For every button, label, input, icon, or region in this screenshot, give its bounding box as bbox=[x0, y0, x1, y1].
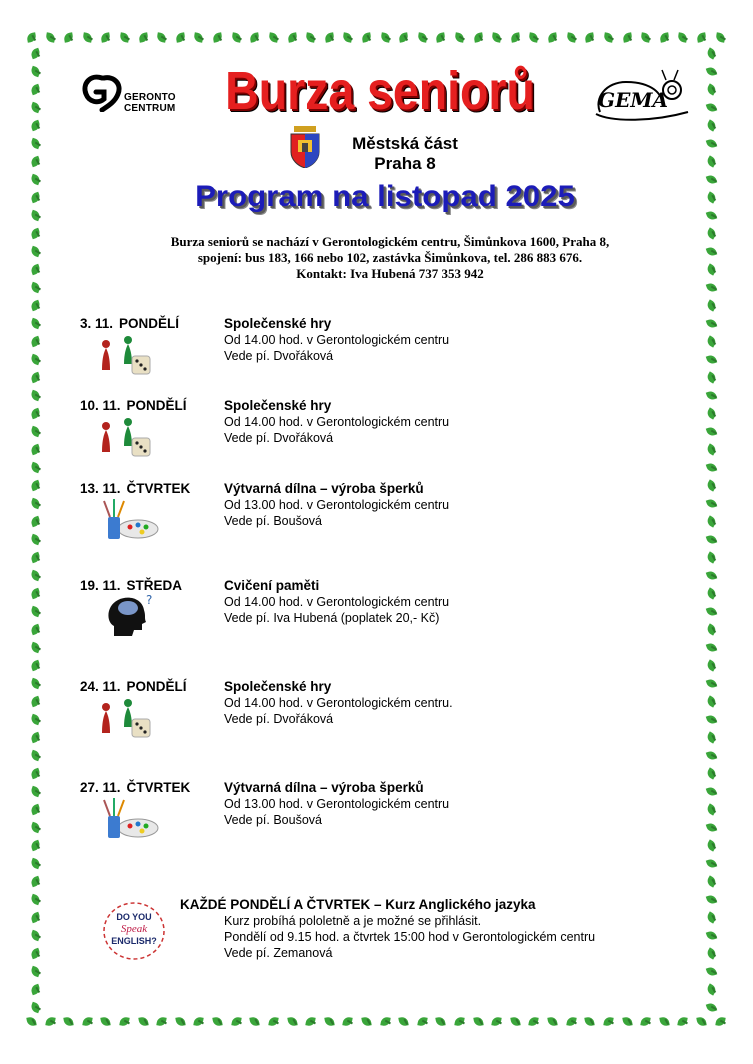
leaf-icon bbox=[706, 768, 718, 780]
event-leader: Vede pí. Boušová bbox=[224, 813, 322, 827]
intro-line-1: Burza seniorů se nachází v Gerontologickém centru, Šimůnkova 1600, Praha 8, bbox=[170, 234, 610, 249]
leaf-border-top bbox=[26, 32, 727, 50]
event-time-place: Od 14.00 hod. v Gerontologickém centru. bbox=[224, 696, 453, 710]
leaf-icon bbox=[622, 1016, 634, 1028]
leaf-icon bbox=[435, 32, 447, 44]
leaf-icon bbox=[706, 120, 718, 132]
leaf-icon bbox=[706, 210, 718, 222]
event-date-number: 19. 11. bbox=[80, 578, 121, 593]
leaf-icon bbox=[30, 282, 42, 294]
leaf-icon bbox=[30, 768, 42, 780]
leaf-icon bbox=[287, 1016, 299, 1028]
event-date-number: 10. 11. bbox=[80, 398, 121, 413]
leaf-icon bbox=[30, 174, 42, 186]
paint-palette-icon bbox=[96, 499, 160, 543]
leaf-icon bbox=[30, 876, 42, 888]
leaf-icon bbox=[30, 858, 42, 870]
leaf-icon bbox=[510, 1016, 522, 1028]
leaf-icon bbox=[30, 984, 42, 996]
leaf-icon bbox=[706, 750, 718, 762]
leaf-icon bbox=[706, 912, 718, 924]
leaf-icon bbox=[706, 660, 718, 672]
event-item bbox=[0, 398, 753, 468]
english-course-line-2: Pondělí od 9.15 hod. a čtvrtek 15:00 hod v Gerontologickém centru bbox=[224, 930, 596, 944]
leaf-icon bbox=[715, 32, 727, 44]
event-time-place: Od 14.00 hod. v Gerontologickém centru bbox=[224, 333, 450, 347]
leaf-icon bbox=[30, 966, 42, 978]
event-day: PONDĚLÍ bbox=[126, 679, 187, 694]
leaf-icon bbox=[305, 1016, 317, 1028]
event-leader: Vede pí. Iva Hubená (poplatek 20,- Kč) bbox=[224, 611, 440, 625]
leaf-icon bbox=[566, 1016, 578, 1028]
leaf-icon bbox=[417, 32, 429, 44]
leaf-icon bbox=[268, 32, 280, 44]
leaf-icon bbox=[696, 32, 708, 44]
leaf-icon bbox=[45, 1016, 57, 1028]
leaf-icon bbox=[706, 930, 718, 942]
leaf-icon bbox=[566, 32, 578, 44]
leaf-icon bbox=[156, 32, 168, 44]
event-item bbox=[0, 578, 753, 648]
geronto-logo-text-1: GERONTO bbox=[124, 92, 176, 103]
leaf-icon bbox=[417, 1016, 429, 1028]
leaf-icon bbox=[193, 32, 205, 44]
event-date bbox=[80, 578, 182, 593]
leaf-icon bbox=[398, 1016, 410, 1028]
event-day: PONDĚLÍ bbox=[126, 398, 187, 413]
leaf-icon bbox=[361, 32, 373, 44]
leaf-icon bbox=[706, 552, 718, 564]
leaf-icon bbox=[249, 1016, 261, 1028]
leaf-icon bbox=[30, 1002, 42, 1014]
leaf-icon bbox=[249, 32, 261, 44]
leaf-icon bbox=[212, 1016, 224, 1028]
leaf-icon bbox=[30, 84, 42, 96]
leaf-border-bottom bbox=[26, 1016, 727, 1034]
leaf-icon bbox=[380, 1016, 392, 1028]
leaf-icon bbox=[63, 1016, 75, 1028]
leaf-icon bbox=[706, 192, 718, 204]
leaf-icon bbox=[268, 1016, 280, 1028]
event-leader: Vede pí. Boušová bbox=[224, 514, 322, 528]
leaf-icon bbox=[119, 32, 131, 44]
board-game-icon bbox=[96, 334, 160, 378]
leaf-icon bbox=[324, 32, 336, 44]
leaf-icon bbox=[706, 894, 718, 906]
district-name bbox=[335, 134, 475, 174]
leaf-icon bbox=[603, 1016, 615, 1028]
leaf-icon bbox=[30, 246, 42, 258]
leaf-icon bbox=[454, 32, 466, 44]
event-day: PONDĚLÍ bbox=[119, 316, 180, 331]
event-item bbox=[0, 481, 753, 551]
leaf-icon bbox=[473, 32, 485, 44]
leaf-icon bbox=[30, 192, 42, 204]
leaf-icon bbox=[706, 966, 718, 978]
leaf-icon bbox=[100, 32, 112, 44]
leaf-icon bbox=[30, 66, 42, 78]
event-title: Společenské hry bbox=[224, 316, 332, 331]
leaf-icon bbox=[30, 930, 42, 942]
leaf-icon bbox=[30, 210, 42, 222]
leaf-icon bbox=[287, 32, 299, 44]
praha8-crest-icon bbox=[288, 126, 322, 168]
leaf-icon bbox=[342, 1016, 354, 1028]
program-title: Program na listopad 2025 bbox=[195, 180, 575, 213]
leaf-icon bbox=[706, 1002, 718, 1014]
svg-text:?: ? bbox=[146, 593, 153, 607]
event-date bbox=[80, 316, 179, 331]
leaf-icon bbox=[30, 660, 42, 672]
leaf-icon bbox=[100, 1016, 112, 1028]
leaf-icon bbox=[231, 32, 243, 44]
leaf-icon bbox=[156, 1016, 168, 1028]
event-date-number: 27. 11. bbox=[80, 780, 121, 795]
english-icon-text-3: ENGLISH? bbox=[111, 936, 157, 946]
event-item bbox=[0, 679, 753, 749]
english-course-icon bbox=[102, 898, 166, 964]
leaf-icon bbox=[30, 264, 42, 276]
leaf-icon bbox=[706, 948, 718, 960]
leaf-icon bbox=[706, 228, 718, 240]
leaf-icon bbox=[231, 1016, 243, 1028]
leaf-icon bbox=[640, 1016, 652, 1028]
event-date-number: 3. 11. bbox=[80, 316, 114, 331]
leaf-icon bbox=[473, 1016, 485, 1028]
event-item bbox=[0, 780, 753, 850]
event-leader: Vede pí. Dvořáková bbox=[224, 349, 334, 363]
gema-logo bbox=[592, 68, 692, 124]
event-time-place: Od 14.00 hod. v Gerontologickém centru bbox=[224, 415, 450, 429]
leaf-icon bbox=[324, 1016, 336, 1028]
event-time-place: Od 13.00 hod. v Gerontologickém centru bbox=[224, 498, 450, 512]
leaf-icon bbox=[30, 120, 42, 132]
leaf-icon bbox=[342, 32, 354, 44]
leaf-icon bbox=[584, 1016, 596, 1028]
event-date-number: 24. 11. bbox=[80, 679, 121, 694]
leaf-icon bbox=[380, 32, 392, 44]
leaf-icon bbox=[491, 1016, 503, 1028]
leaf-icon bbox=[491, 32, 503, 44]
leaf-icon bbox=[119, 1016, 131, 1028]
board-game-icon bbox=[96, 416, 160, 460]
leaf-icon bbox=[30, 552, 42, 564]
leaf-icon bbox=[640, 32, 652, 44]
leaf-icon bbox=[138, 1016, 150, 1028]
event-date bbox=[80, 780, 190, 795]
leaf-icon bbox=[30, 102, 42, 114]
leaf-icon bbox=[30, 156, 42, 168]
leaf-icon bbox=[706, 984, 718, 996]
leaf-icon bbox=[528, 32, 540, 44]
leaf-icon bbox=[30, 912, 42, 924]
leaf-icon bbox=[706, 876, 718, 888]
paint-palette-icon bbox=[96, 798, 160, 842]
event-day: ČTVRTEK bbox=[126, 780, 191, 795]
leaf-icon bbox=[706, 102, 718, 114]
leaf-icon bbox=[212, 32, 224, 44]
geronto-logo-text-2: CENTRUM bbox=[124, 103, 176, 114]
intro-line-3: Kontakt: Iva Hubená 737 353 942 bbox=[296, 266, 484, 281]
leaf-icon bbox=[706, 138, 718, 150]
event-title: Společenské hry bbox=[224, 398, 332, 413]
leaf-icon bbox=[361, 1016, 373, 1028]
leaf-icon bbox=[706, 858, 718, 870]
leaf-icon bbox=[45, 32, 57, 44]
leaf-icon bbox=[677, 32, 689, 44]
event-title: Výtvarná dílna – výroba šperků bbox=[224, 481, 424, 496]
district-line-2: Praha 8 bbox=[374, 154, 436, 173]
leaf-icon bbox=[706, 282, 718, 294]
leaf-icon bbox=[510, 32, 522, 44]
leaf-icon bbox=[435, 1016, 447, 1028]
intro-line-2: spojení: bus 183, 166 nebo 102, zastávka Šimůnkova, tel. 286 883 676. bbox=[197, 250, 583, 265]
leaf-icon bbox=[706, 174, 718, 186]
leaf-icon bbox=[454, 1016, 466, 1028]
geronto-logo-icon bbox=[80, 72, 124, 112]
event-date bbox=[80, 679, 187, 694]
leaf-icon bbox=[175, 1016, 187, 1028]
leaf-icon bbox=[696, 1016, 708, 1028]
leaf-icon bbox=[547, 32, 559, 44]
leaf-icon bbox=[706, 66, 718, 78]
english-icon-text-2: Speak bbox=[120, 923, 148, 935]
event-title: Výtvarná dílna – výroba šperků bbox=[224, 780, 424, 795]
event-day: STŘEDA bbox=[126, 578, 183, 593]
board-game-icon bbox=[96, 697, 160, 741]
leaf-icon bbox=[193, 1016, 205, 1028]
leaf-icon bbox=[30, 138, 42, 150]
leaf-icon bbox=[677, 1016, 689, 1028]
event-date bbox=[80, 481, 190, 496]
leaf-icon bbox=[715, 1016, 727, 1028]
leaf-icon bbox=[30, 228, 42, 240]
event-day: ČTVRTEK bbox=[126, 481, 191, 496]
leaf-icon bbox=[706, 300, 718, 312]
english-icon-text-1: DO YOU bbox=[116, 912, 152, 922]
leaf-icon bbox=[706, 246, 718, 258]
leaf-icon bbox=[30, 948, 42, 960]
leaf-icon bbox=[584, 32, 596, 44]
english-course-line-3: Vede pí. Zemanová bbox=[224, 946, 333, 960]
event-title: Cvičení paměti bbox=[224, 578, 320, 593]
leaf-icon bbox=[706, 84, 718, 96]
leaf-icon bbox=[706, 264, 718, 276]
leaf-icon bbox=[659, 32, 671, 44]
intro-text bbox=[120, 234, 660, 282]
leaf-icon bbox=[305, 32, 317, 44]
english-course-title: KAŽDÉ PONDĚLÍ A ČTVRTEK – Kurz Anglického jazyka bbox=[180, 897, 536, 912]
leaf-icon bbox=[30, 300, 42, 312]
leaf-icon bbox=[528, 1016, 540, 1028]
event-title: Společenské hry bbox=[224, 679, 332, 694]
leaf-icon bbox=[30, 894, 42, 906]
english-course-line-1: Kurz probíhá pololetně a je možné se přihlásit. bbox=[224, 914, 482, 928]
leaf-icon bbox=[603, 32, 615, 44]
leaf-icon bbox=[82, 1016, 94, 1028]
leaf-icon bbox=[175, 32, 187, 44]
district-line-1: Městská část bbox=[352, 134, 458, 153]
event-leader: Vede pí. Dvořáková bbox=[224, 431, 334, 445]
brain-head-icon bbox=[100, 592, 164, 636]
leaf-icon bbox=[398, 32, 410, 44]
leaf-icon bbox=[30, 48, 42, 60]
leaf-icon bbox=[706, 48, 718, 60]
leaf-icon bbox=[547, 1016, 559, 1028]
event-date bbox=[80, 398, 187, 413]
leaf-icon bbox=[82, 32, 94, 44]
event-item bbox=[0, 316, 753, 386]
leaf-icon bbox=[30, 750, 42, 762]
event-date-number: 13. 11. bbox=[80, 481, 121, 496]
event-time-place: Od 13.00 hod. v Gerontologickém centru bbox=[224, 797, 450, 811]
event-time-place: Od 14.00 hod. v Gerontologickém centru bbox=[224, 595, 450, 609]
leaf-icon bbox=[26, 32, 38, 44]
gema-logo-text: GEMA bbox=[598, 88, 668, 112]
leaf-icon bbox=[659, 1016, 671, 1028]
page-title: Burza seniorů bbox=[225, 61, 535, 121]
leaf-icon bbox=[26, 1016, 38, 1028]
leaf-icon bbox=[706, 156, 718, 168]
leaf-icon bbox=[622, 32, 634, 44]
leaf-icon bbox=[63, 32, 75, 44]
leaf-icon bbox=[138, 32, 150, 44]
geronto-centrum-logo bbox=[80, 72, 190, 116]
event-leader: Vede pí. Dvořáková bbox=[224, 712, 334, 726]
